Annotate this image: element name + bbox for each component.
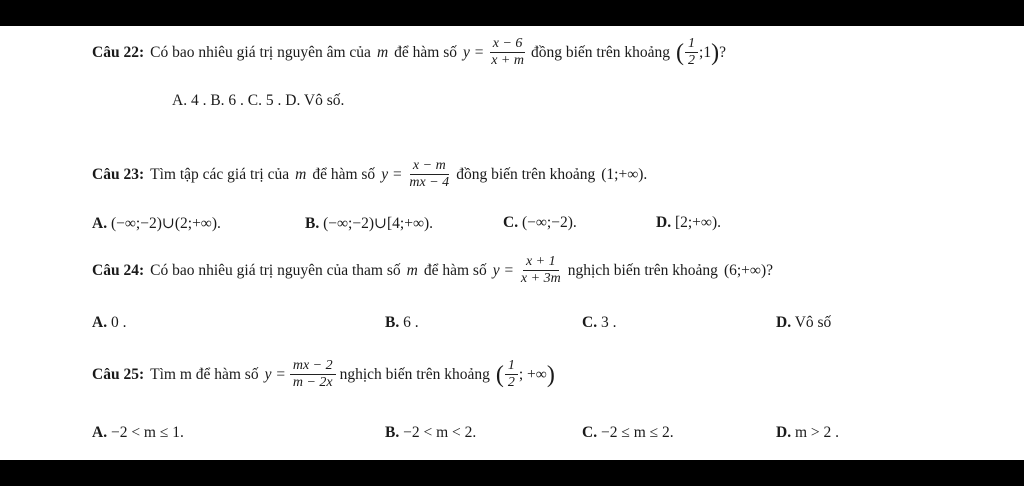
q23-option-b [305, 214, 433, 233]
q22-int-den: 2 [688, 53, 696, 69]
q22-text3: đồng biến trên khoảng [531, 43, 671, 61]
q23-option-a [92, 214, 221, 233]
q25-d-value: m > 2 . [794, 424, 840, 441]
q23-text1: Tìm tập các giá trị của [150, 165, 290, 183]
q25-a-label: A. [92, 424, 108, 441]
q24-c-label: C. [582, 314, 598, 331]
q25-b-value: −2 < m < 2. [403, 424, 477, 441]
q25-int-rest: ; +∞ [518, 365, 547, 383]
q25-denominator: m − 2x [292, 375, 333, 391]
q25-y: y = [264, 365, 286, 383]
q23-numerator: x − m [410, 158, 449, 175]
q24-option-a [92, 314, 126, 332]
q23-fraction [406, 158, 452, 191]
q22-var: m [376, 43, 389, 61]
q23-option-d [656, 214, 721, 232]
q22-text2: để hàm số [394, 43, 457, 61]
q24-option-c [582, 314, 616, 332]
q25-numerator: mx − 2 [290, 358, 336, 375]
document-page [0, 26, 1024, 460]
q22-fraction [488, 36, 527, 69]
q22-denominator: x + m [491, 53, 524, 69]
q25-interval-fraction [505, 358, 518, 391]
q25-int-den: 2 [507, 375, 515, 391]
q22-y: y = [463, 43, 485, 61]
q23-c-label: C. [503, 214, 519, 231]
q24-var: m [406, 261, 418, 279]
q23-a-label: A. [92, 215, 108, 232]
q24-c-value: 3 . [600, 314, 617, 331]
q24-option-d [776, 314, 831, 332]
q24-denominator: x + 3m [520, 271, 561, 287]
q23-b-label: B. [305, 215, 320, 232]
question-22: Câu 22: Có bao nhiêu giá trị nguyên âm của m để hàm số y = $\frac{x - 6}{x + m}$ đồng biến trên khoảng ( $\frac{1}{2}$ ;1 ) ? [92, 36, 726, 69]
q22-int-rest: ;1 [699, 43, 712, 61]
q24-text2: để hàm số [423, 261, 487, 279]
q23-label: Câu 23: [92, 165, 145, 183]
q23-text3: đồng biến trên khoảng [456, 165, 596, 183]
q23-y: y = [381, 165, 403, 183]
q24-text3: nghịch biến trên khoảng [567, 261, 718, 279]
question-23 [92, 158, 647, 191]
q25-d-label: D. [776, 424, 792, 441]
q23-b-value: (−∞;−2)∪[4;+∞). [323, 215, 434, 232]
q24-b-value: 6 . [403, 314, 419, 331]
q25-a-value: −2 < m ≤ 1. [110, 424, 184, 441]
q24-d-value: Vô số [794, 314, 832, 331]
question-24 [92, 254, 773, 287]
q24-y: y = [492, 261, 514, 279]
q23-interval: (1;+∞). [601, 165, 648, 183]
q22-interval-fraction [685, 36, 698, 69]
q24-interval: (6;+∞)? [723, 261, 773, 279]
q22-text1: Có bao nhiêu giá trị nguyên âm của [150, 43, 371, 61]
q23-d-label: D. [656, 214, 672, 231]
q22-int-num: 1 [685, 36, 698, 53]
q23-text2: để hàm số [312, 165, 376, 183]
q25-b-label: B. [385, 424, 400, 441]
q25-text2: nghịch biến trên khoảng [339, 365, 490, 383]
q23-var: m [295, 165, 307, 183]
q25-option-b [385, 424, 476, 442]
q24-b-label: B. [385, 314, 400, 331]
q24-fraction [518, 254, 564, 287]
q25-int-num: 1 [505, 358, 518, 375]
q22-answers: A. 4 . B. 6 . C. 5 . D. Vô số. [172, 92, 345, 109]
q23-d-value: [2;+∞). [674, 214, 721, 231]
q25-text1: Tìm m để hàm số [150, 365, 259, 383]
q23-c-value: (−∞;−2). [521, 214, 577, 231]
q22-label: Câu 22: [92, 43, 145, 61]
q24-a-value: 0 . [110, 314, 127, 331]
question-25: Câu 25: Tìm m để hàm số y = $\frac{mx - 2}{m - 2x}$ nghịch biến trên khoảng ( $\frac{1}{2}$ ; +∞ ) [92, 358, 555, 391]
q25-option-d [776, 424, 839, 442]
q25-c-value: −2 ≤ m ≤ 2. [600, 424, 674, 441]
q25-option-c [582, 424, 674, 442]
q24-d-label: D. [776, 314, 792, 331]
q25-option-a [92, 424, 184, 442]
q22-numerator: x − 6 [490, 36, 526, 53]
q24-numerator: x + 1 [523, 254, 559, 271]
q24-a-label: A. [92, 314, 108, 331]
q24-text1: Có bao nhiêu giá trị nguyên của tham số [150, 261, 401, 279]
q23-denominator: mx − 4 [409, 175, 450, 191]
q23-a-value: (−∞;−2)∪(2;+∞). [110, 215, 221, 232]
q22-qmark: ? [719, 43, 726, 61]
q25-label: Câu 25: [92, 365, 145, 383]
q23-option-c [503, 214, 577, 232]
q24-option-b [385, 314, 419, 332]
q25-c-label: C. [582, 424, 598, 441]
q25-fraction [290, 358, 336, 391]
q24-label: Câu 24: [92, 261, 145, 279]
